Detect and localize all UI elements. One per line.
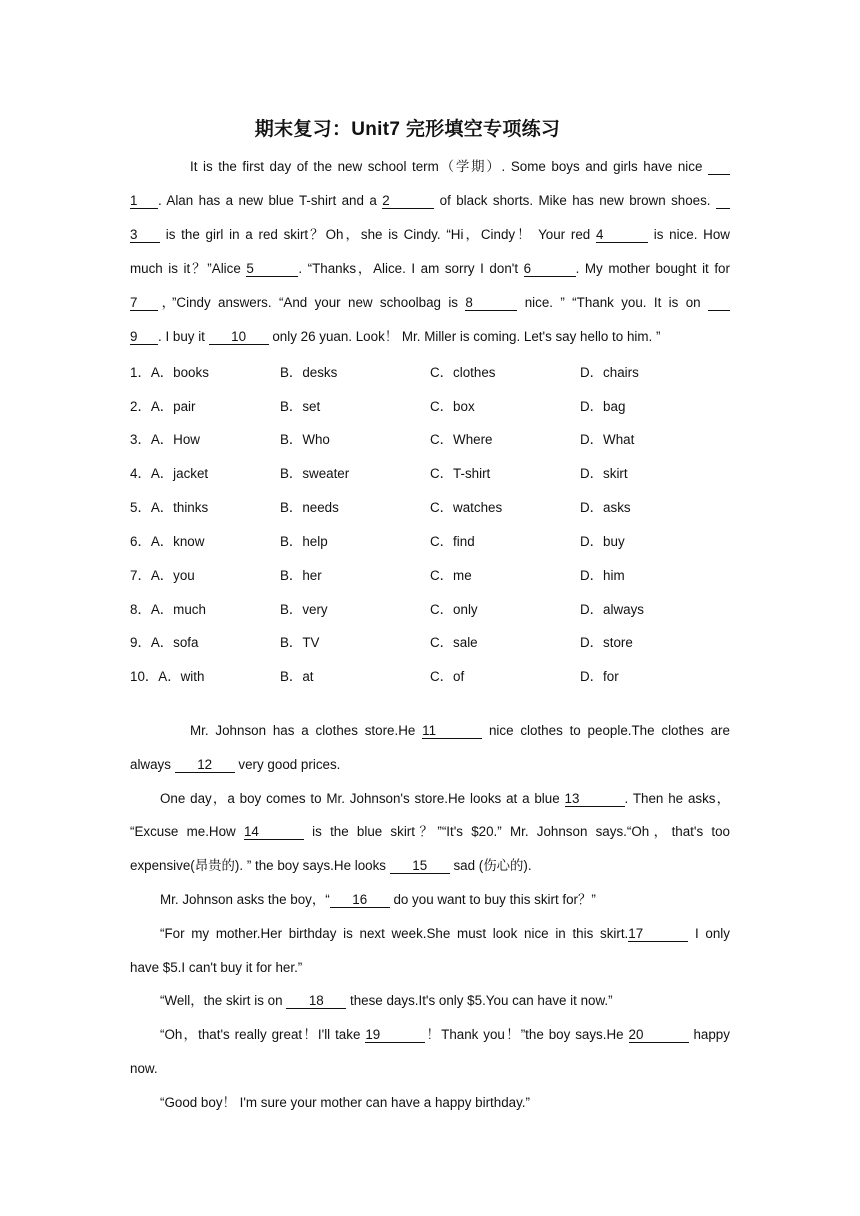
question-row: 10．A．with B．at C．of D．for	[130, 666, 750, 684]
option-d[interactable]: D．buy	[580, 534, 625, 549]
passage-line: “For my mother.Her birthday is next week.She must look nice in this skirt.17 I only	[160, 926, 730, 941]
blank-1[interactable]: 1	[130, 194, 158, 209]
option-a[interactable]: A．How	[150, 432, 200, 447]
option-a[interactable]: A．sofa	[150, 635, 199, 650]
option-a[interactable]: A．much	[150, 602, 206, 617]
passage-line: 3 is the girl in a red skirt？Oh，she is Cindy. “Hi，Cindy！ Your red 4 is nice. How	[130, 227, 730, 242]
question-row: 2．A．pair B．set C．box D．bag	[130, 396, 750, 414]
passage-line: expensive(昂贵的). ” the boy says.He looks 15 sad (伤心的).	[130, 858, 532, 873]
option-d[interactable]: D．skirt	[580, 466, 628, 481]
option-c[interactable]: C．watches	[430, 500, 503, 515]
blank-3[interactable]: 3	[130, 228, 160, 243]
option-b[interactable]: B．sweater	[280, 466, 350, 481]
option-a[interactable]: A．you	[150, 568, 195, 583]
passage-line: Mr. Johnson has a clothes store.He 11 nice clothes to people.The clothes are	[190, 723, 730, 738]
option-c[interactable]: C．sale	[430, 635, 478, 650]
option-b[interactable]: B．help	[280, 534, 328, 549]
blank-4[interactable]: 4	[596, 228, 648, 243]
option-a[interactable]: A．jacket	[150, 466, 209, 481]
passage-line: much is it？”Alice 5 . “Thanks，Alice. I am sorry I don't 6 . My mother bought it for	[130, 261, 730, 276]
blank-12[interactable]: 12	[175, 758, 235, 773]
passage-line: 9 . I buy it 10 only 26 yuan. Look！ Mr. Miller is coming. Let's say hello to him. ”	[130, 329, 661, 344]
question-row: 8．A．much B．very C．only D．always	[130, 599, 750, 617]
blank-8[interactable]: 8	[465, 296, 517, 311]
option-b[interactable]: B．very	[280, 602, 328, 617]
passage-line: “Excuse me.How 14 is the blue skirt？”“It's $20.” Mr. Johnson says.“Oh，that's too	[130, 824, 730, 839]
option-d[interactable]: D．chairs	[580, 365, 639, 380]
option-b[interactable]: B．needs	[280, 500, 339, 515]
question-row: 6．A．know B．help C．find D．buy	[130, 531, 750, 549]
option-a[interactable]: A．pair	[150, 399, 196, 414]
blank-17[interactable]: 17	[628, 927, 688, 942]
option-a[interactable]: A．know	[150, 534, 205, 549]
option-d[interactable]: D．always	[580, 602, 644, 617]
option-d[interactable]: D．bag	[580, 399, 626, 414]
question-row: 7．A．you B．her C．me D．him	[130, 565, 750, 583]
option-d[interactable]: D．him	[580, 568, 625, 583]
option-d[interactable]: D．What	[580, 432, 635, 447]
passage-line: Mr. Johnson asks the boy，“ 16 do you want to buy this skirt for？”	[160, 892, 596, 907]
blank-16[interactable]: 16	[330, 893, 390, 908]
passage-line: have $5.I can't buy it for her.”	[130, 960, 303, 975]
blank-2[interactable]: 2	[382, 194, 434, 209]
passage-line: One day，a boy comes to Mr. Johnson's store.He looks at a blue 13 . Then he asks，	[160, 791, 730, 806]
passage-line: “Oh，that's really great！I'll take 19 ！Thank you！”the boy says.He 20 happy	[160, 1027, 730, 1042]
blank-19[interactable]: 19	[365, 1028, 425, 1043]
blank-6[interactable]: 6	[524, 262, 576, 277]
passage-line: 7 ，”Cindy answers. “And your new schoolbag is 8 nice. ” “Thank you. It is on	[130, 294, 730, 312]
option-b[interactable]: B．at	[280, 669, 314, 684]
option-a[interactable]: A．thinks	[150, 500, 209, 515]
option-c[interactable]: C．of	[430, 669, 465, 684]
blank-5[interactable]: 5	[246, 262, 298, 277]
passage-line: It is the first day of the new school term（学期）. Some boys and girls have nice	[190, 158, 730, 176]
option-a[interactable]: A．with	[158, 669, 205, 684]
option-d[interactable]: D．asks	[580, 500, 631, 515]
option-c[interactable]: C．clothes	[430, 365, 496, 380]
question-row: 9．A．sofa B．TV C．sale D．store	[130, 632, 750, 650]
question-row: 3．A．How B．Who C．Where D．What	[130, 429, 750, 447]
blank-line	[708, 160, 730, 175]
option-b[interactable]: B．her	[280, 568, 322, 583]
blank-line	[708, 296, 730, 311]
option-d[interactable]: D．store	[580, 635, 633, 650]
option-c[interactable]: C．me	[430, 568, 472, 583]
blank-11[interactable]: 11	[422, 724, 482, 739]
question-row: 4．A．jacket B．sweater C．T-shirt D．skirt	[130, 463, 750, 481]
option-c[interactable]: C．find	[430, 534, 475, 549]
blank-13[interactable]: 13	[565, 792, 625, 807]
option-b[interactable]: B．Who	[280, 432, 330, 447]
question-row: 1．A．books B．desks C．clothes D．chairs	[130, 362, 750, 380]
passage-line: now.	[130, 1061, 158, 1076]
blank-14[interactable]: 14	[244, 825, 304, 840]
option-b[interactable]: B．desks	[280, 365, 338, 380]
option-b[interactable]: B．set	[280, 399, 321, 414]
option-b[interactable]: B．TV	[280, 635, 320, 650]
blank-9[interactable]: 9	[130, 330, 158, 345]
blank-7[interactable]: 7	[130, 296, 158, 311]
page-title: 期末复习：Unit7 完形填空专项练习	[254, 119, 561, 140]
option-d[interactable]: D．for	[580, 669, 619, 684]
passage-line: always 12 very good prices.	[130, 757, 341, 772]
blank-18[interactable]: 18	[286, 994, 346, 1009]
blank-15[interactable]: 15	[390, 859, 450, 874]
blank-10[interactable]: 10	[209, 330, 269, 345]
passage-line: “Well，the skirt is on 18 these days.It's only $5.You can have it now.”	[160, 993, 613, 1008]
option-c[interactable]: C．T-shirt	[430, 466, 491, 481]
passage-line: 1 . Alan has a new blue T-shirt and a 2 of black shorts. Mike has new brown shoes.	[130, 192, 730, 210]
blank-20[interactable]: 20	[629, 1028, 689, 1043]
option-c[interactable]: C．box	[430, 399, 475, 414]
option-c[interactable]: C．only	[430, 602, 478, 617]
passage-line: “Good boy！ I'm sure your mother can have a happy birthday.”	[160, 1095, 530, 1110]
blank-line	[716, 194, 730, 209]
question-row: 5．A．thinks B．needs C．watches D．asks	[130, 497, 750, 515]
option-c[interactable]: C．Where	[430, 432, 493, 447]
option-a[interactable]: A．books	[150, 365, 209, 380]
